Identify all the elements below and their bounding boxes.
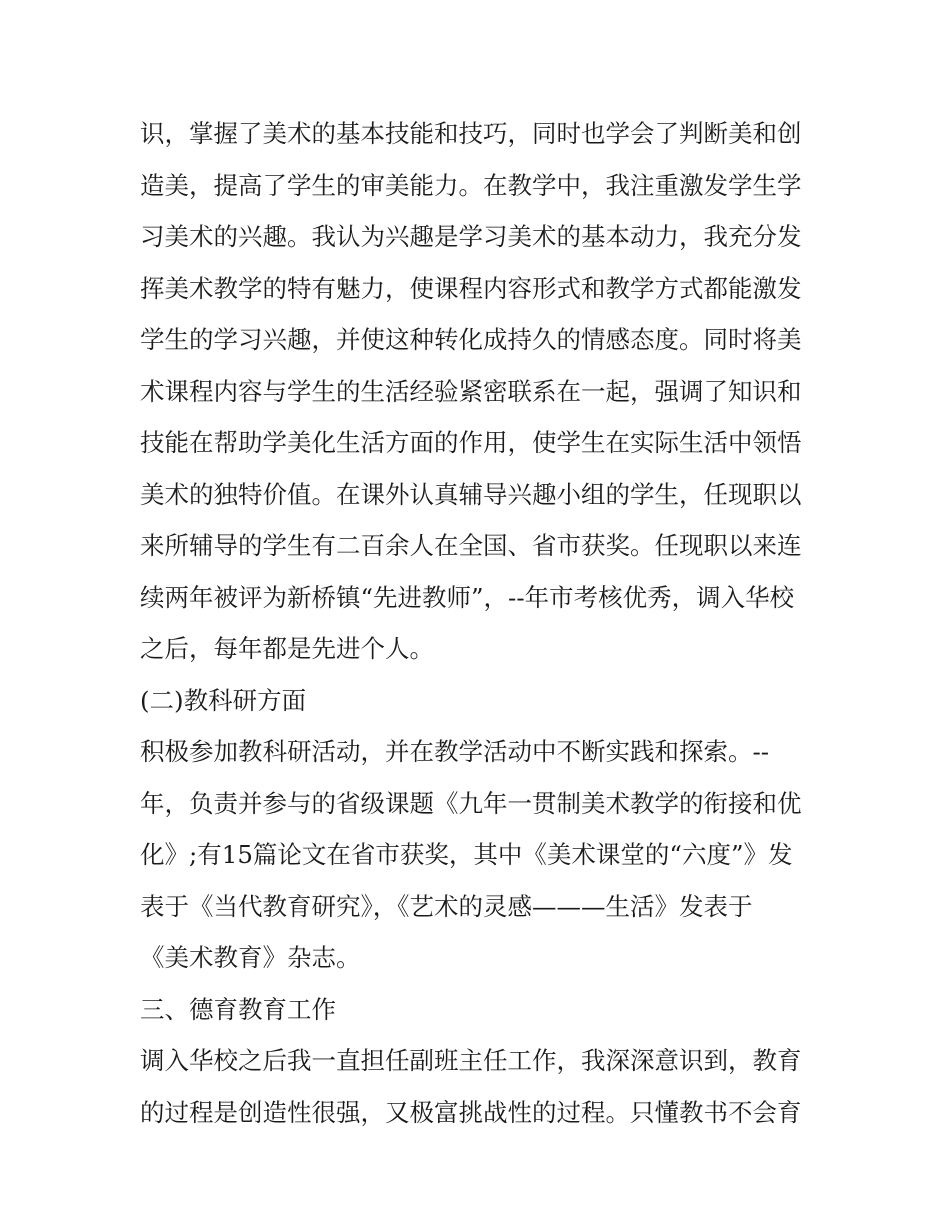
text-line: 识，掌握了美术的基本技能和技巧，同时也学会了判断美和创 xyxy=(140,119,802,148)
text-line: 学生的学习兴趣，并使这种转化成持久的情感态度。同时将美 xyxy=(140,325,802,354)
document-body xyxy=(140,108,820,1138)
text-line: 的过程是创造性很强，又极富挑战性的过程。只懂教书不会育 xyxy=(140,1097,802,1127)
text-line: 表于《当代教育研究》，《艺术的灵感———生活》发表于 xyxy=(140,891,753,921)
text-line: 挥美术教学的特有魅力，使课程内容形式和教学方式都能激发 xyxy=(140,273,802,303)
section-heading: (二)教科研方面 xyxy=(140,685,307,715)
text-line: 习美术的兴趣。我认为兴趣是学习美术的基本动力，我充分发 xyxy=(140,222,802,251)
text-line: 之后，每年都是先进个人。 xyxy=(140,634,434,663)
text-line: 美术的独特价值。在课外认真辅导兴趣小组的学生，任现职以 xyxy=(140,479,802,509)
text-line: 技能在帮助学美化生活方面的作用，使学生在实际生活中领悟 xyxy=(140,428,802,457)
text-line: 续两年被评为新桥镇“先进教师”，--年市考核优秀，调入华校 xyxy=(140,582,795,612)
text-line: 来所辅导的学生有二百余人在全国、省市获奖。任现职以来连 xyxy=(140,531,802,560)
text-line: 年，负责并参与的省级课题《九年一贯制美术教学的衔接和优 xyxy=(140,788,802,818)
section-heading: 三、德育教育工作 xyxy=(140,994,336,1024)
text-line: 《美术教育》杂志。 xyxy=(140,943,361,972)
text-line: 积极参加教科研活动，并在教学活动中不断实践和探索。-- xyxy=(140,737,770,766)
text-line: 化》;有15篇论文在省市获奖，其中《美术课堂的“六度”》发 xyxy=(140,840,793,869)
text-line: 术课程内容与学生的生活经验紧密联系在一起，强调了知识和 xyxy=(140,376,802,406)
text-line: 调入华校之后我一直担任副班主任工作，我深深意识到，教育 xyxy=(140,1046,802,1075)
text-line: 造美，提高了学生的审美能力。在教学中，我注重激发学生学 xyxy=(140,170,802,200)
